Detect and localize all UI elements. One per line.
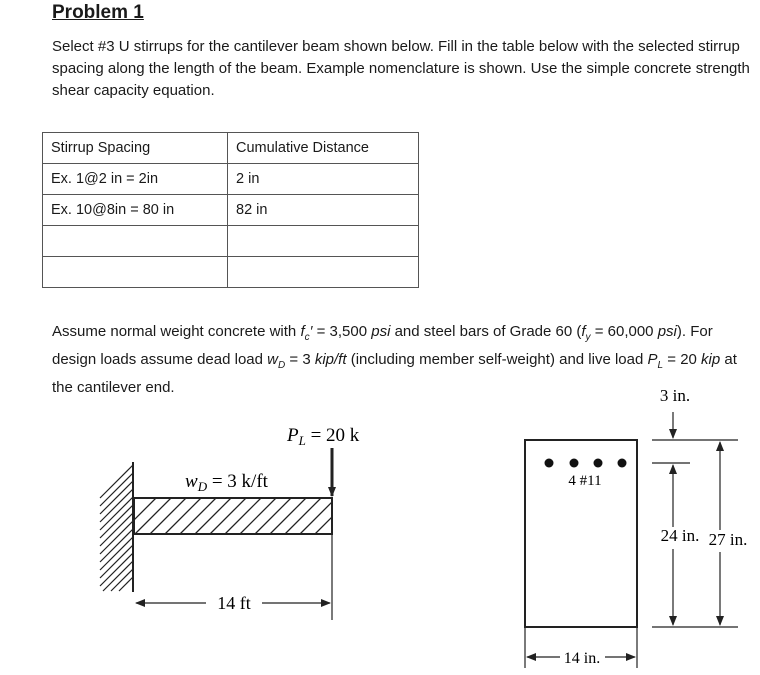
fc-symbol: $f_c'$ [300, 323, 313, 343]
problem-statement: Select #3 U stirrups for the cantilever beam shown below. Fill in the table below with the selected stirrup spacing along the length of the beam. Example nomenclature is shown. Use the simple concrete strength shear capacity equation. [52, 38, 750, 99]
header-stirrup-spacing: Stirrup Spacing [43, 133, 228, 164]
table-cell: 2 in [228, 164, 419, 195]
header-cumulative-distance: Cumulative Distance [228, 133, 419, 164]
table-cell: Ex. 1@2 in = 2in [43, 164, 228, 195]
section-outline [525, 440, 637, 627]
problem-title: Problem 1 [52, 2, 144, 23]
fixed-support-hatch [100, 465, 133, 591]
total-depth-label: 27 in. [708, 530, 748, 549]
table-cell: Ex. 10@8in = 80 in [43, 195, 228, 226]
cover-label: 3 in. [659, 386, 691, 405]
width-label: 14 in. [563, 650, 601, 667]
wd-symbol: $w_D$ [267, 351, 286, 371]
table-cell: 82 in [228, 195, 419, 226]
effective-depth-label: 24 in. [660, 526, 700, 545]
distributed-load-label: $w_D = 3$ k/ft [185, 471, 268, 494]
cantilever-beam-figure [100, 425, 360, 620]
point-load-label: $P_L = 20$ k [287, 425, 360, 448]
rebar-label: 4 #11 [568, 473, 602, 489]
fy-symbol: $f_y$ [581, 323, 591, 343]
pl-symbol: $P_L$ [647, 351, 664, 371]
cross-section-figure [525, 386, 747, 668]
span-label: 14 ft [217, 593, 251, 613]
design-assumptions: Assume normal weight concrete with $f_c' = 3,500$ psi and steel bars of Grade 60 ($f_y = 60,000$ psi). For design loads assume dead load $w_D = 3$ kip/ft (including member self-weight) and live load $P_L = 20$ kip at the cantilever end. [52, 323, 737, 396]
